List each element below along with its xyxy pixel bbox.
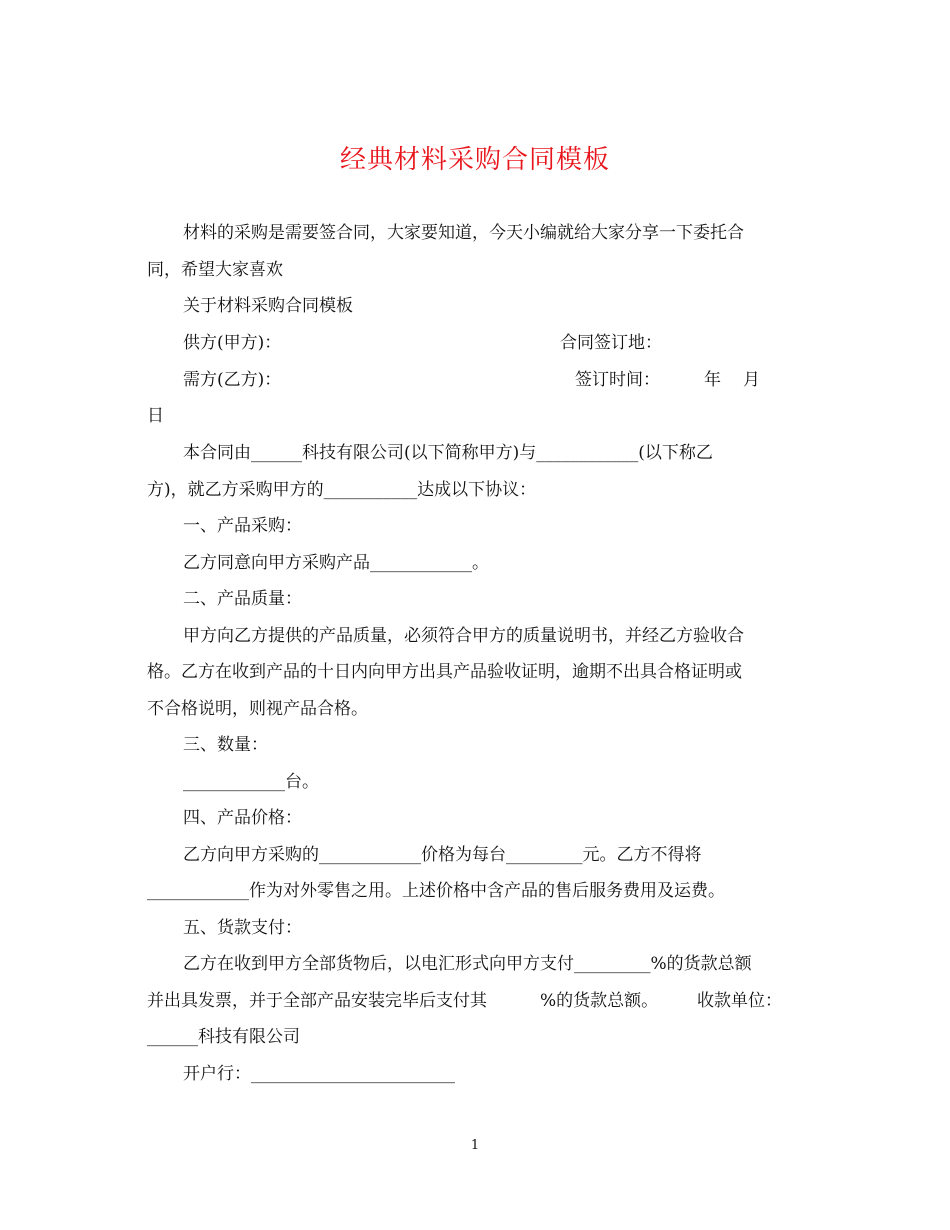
section-5-text-line-3: ______科技有限公司 [147, 1027, 300, 1047]
section-5-text-line-2a: 并出具发票，并于全部产品安装完毕后支付其 [147, 991, 487, 1011]
subtitle: 关于材料采购合同模板 [183, 296, 353, 316]
paragraph-1-line-2: 方)，就乙方采购甲方的___________达成以下协议： [147, 480, 537, 500]
payee-label: 收款单位： [697, 991, 782, 1011]
section-5-heading: 五、货款支付： [183, 918, 302, 938]
section-4-heading: 四、产品价格： [183, 808, 302, 828]
paragraph-1-line-1: 本合同由______科技有限公司(以下简称甲方)与____________(以下称乙 [183, 443, 713, 463]
bank-label: 开户行：________________________ [183, 1064, 455, 1084]
section-2-text-line-1: 甲方向乙方提供的产品质量，必须符合甲方的质量说明书，并经乙方验收合 [183, 626, 744, 646]
section-4-text-line-1: 乙方向甲方采购的____________价格为每台_________元。乙方不得将 [183, 845, 702, 865]
section-4-text-line-2: ____________作为对外零售之用。上述价格中含产品的售后服务费用及运费。 [147, 881, 725, 901]
year-label: 年 [704, 370, 721, 390]
page-number: 1 [470, 1138, 480, 1153]
section-5-text-line-2b: %的货款总额。 [540, 991, 659, 1011]
section-2-text-line-2: 格。乙方在收到产品的十日内向甲方出具产品验收证明，逾期不出具合格证明或 [147, 662, 742, 682]
sign-place-label: 合同签订地： [560, 333, 662, 353]
document-title: 经典材料采购合同模板 [339, 145, 610, 175]
day-label: 日 [147, 406, 164, 426]
section-5-text-line-1: 乙方在收到甲方全部货物后，以电汇形式向甲方支付_________%的货款总额 [183, 954, 752, 974]
section-1-heading: 一、产品采购： [183, 516, 302, 536]
intro-line-1: 材料的采购是需要签合同，大家要知道，今天小编就给大家分享一下委托合 [183, 223, 744, 243]
supplier-label: 供方(甲方)： [183, 333, 282, 353]
section-3-text: ____________台。 [183, 772, 319, 792]
section-2-heading: 二、产品质量： [183, 589, 302, 609]
section-2-text-line-3: 不合格说明，则视产品合格。 [147, 699, 368, 719]
section-3-heading: 三、数量： [183, 735, 268, 755]
month-label: 月 [743, 370, 760, 390]
section-1-text: 乙方同意向甲方采购产品____________。 [183, 553, 489, 573]
buyer-label: 需方(乙方)： [183, 370, 282, 390]
sign-time-label: 签订时间： [575, 370, 660, 390]
intro-line-2: 同，希望大家喜欢 [147, 260, 283, 280]
